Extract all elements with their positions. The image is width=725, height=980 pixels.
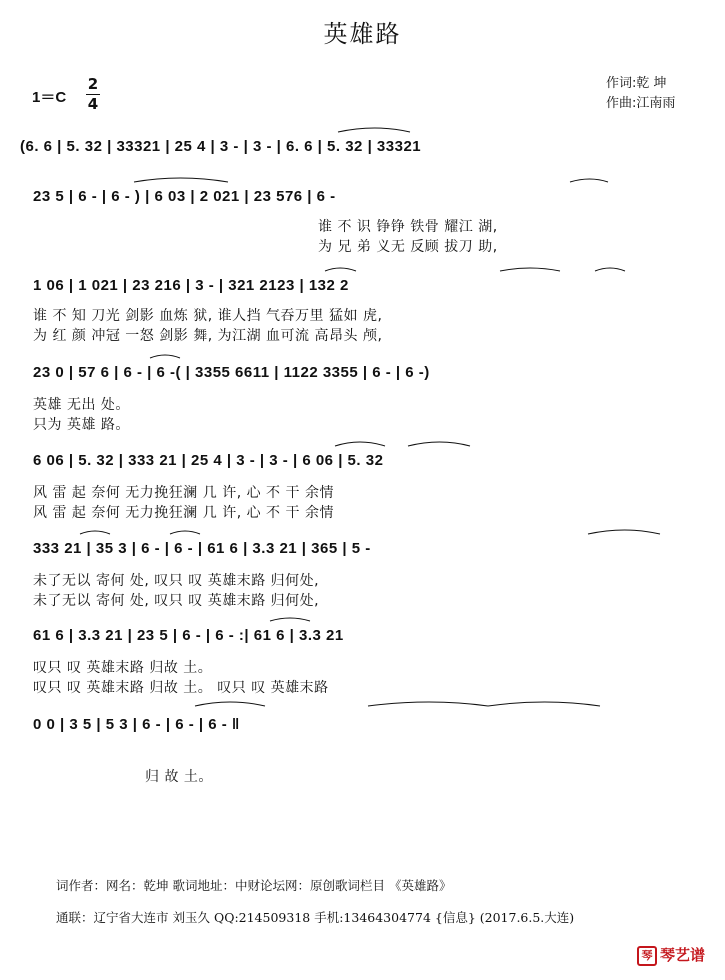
brand-logo-icon: 琴 bbox=[637, 946, 657, 966]
lyric-row-7-verse-2: 叹只 叹 英雄末路 归故 土。 叹只 叹 英雄末路 bbox=[33, 680, 329, 696]
notation-row-2: 23 5 | 6 - | 6 - ) | 6 03 | 2 021 | 23 576 | 6 - bbox=[33, 188, 336, 205]
lyric-row-8-verse-1: 归 故 土。 bbox=[145, 769, 213, 785]
lyricist-credit: 作词:乾 坤 bbox=[606, 76, 667, 91]
composer-credit: 作曲:江南雨 bbox=[606, 96, 676, 111]
brand-watermark bbox=[637, 944, 705, 966]
time-signature-bottom: 4 bbox=[87, 95, 99, 113]
brand-text: 琴艺谱 bbox=[659, 946, 705, 964]
lyric-row-7-verse-1: 叹只 叹 英雄末路 归故 土。 bbox=[33, 660, 213, 676]
lyric-row-2-verse-1: 谁 不 识 铮铮 铁骨 耀江 湖, bbox=[318, 219, 498, 235]
notation-row-3: 1 06 | 1 021 | 23 216 | 3 - | 321 2123 | 132 2 bbox=[33, 277, 349, 294]
footer-contact-info: 通联：辽宁省大连市 刘玉久 QQ:214509318 手机:13464304774 {信息} (2017.6.5.大连) bbox=[56, 910, 575, 925]
notation-row-6: 333 21 | 35 3 | 6 - | 6 - | 61 6 | 3.3 21 | 365 | 5 - bbox=[33, 540, 371, 557]
key-signature: 1＝C bbox=[32, 89, 67, 106]
lyric-row-5-verse-1: 风 雷 起 奈何 无力挽狂澜 几 许, 心 不 干 余情 bbox=[33, 485, 334, 501]
notation-row-7: 61 6 | 3.3 21 | 23 5 | 6 - | 6 - :| 61 6 | 3.3 21 bbox=[33, 627, 344, 644]
lyric-row-3-verse-2: 为 红 颜 冲冠 一怒 剑影 舞, 为江湖 血可流 高昂头 颅, bbox=[33, 328, 383, 344]
lyric-row-6-verse-1: 未了无以 寄何 处, 叹只 叹 英雄末路 归何处, bbox=[33, 573, 320, 589]
page-title: 英雄路 bbox=[323, 20, 402, 48]
time-signature-top: 2 bbox=[87, 75, 99, 93]
notation-row-5: 6 06 | 5. 32 | 333 21 | 25 4 | 3 - | 3 - | 6 06 | 5. 32 bbox=[33, 452, 384, 469]
lyric-row-5-verse-2: 风 雷 起 奈何 无力挽狂澜 几 许, 心 不 干 余情 bbox=[33, 505, 334, 521]
notation-row-8: 0 0 | 3 5 | 5 3 | 6 - | 6 - | 6 - ‖ bbox=[33, 716, 240, 733]
lyric-row-6-verse-2: 未了无以 寄何 处, 叹只 叹 英雄末路 归何处, bbox=[33, 593, 320, 609]
notation-row-4: 23 0 | 57 6 | 6 - | 6 -( | 3355 6611 | 1122 3355 | 6 - | 6 -) bbox=[33, 364, 430, 381]
lyric-row-3-verse-1: 谁 不 知 刀光 剑影 血炼 狱, 谁人挡 气吞万里 猛如 虎, bbox=[33, 308, 383, 324]
footer-lyricist-info: 词作者：网名：乾坤 歌词地址：中财论坛网：原创歌词栏目 《英雄路》 bbox=[56, 878, 452, 893]
lyric-row-2-verse-2: 为 兄 弟 义无 反顾 拔刀 助, bbox=[318, 239, 498, 255]
lyric-row-4-verse-1: 英雄 无出 处。 bbox=[33, 397, 130, 413]
notation-row-1: (6. 6 | 5. 32 | 33321 | 25 4 | 3 - | 3 - | 6. 6 | 5. 32 | 33321 bbox=[20, 138, 422, 155]
lyric-row-4-verse-2: 只为 英雄 路。 bbox=[33, 417, 130, 433]
